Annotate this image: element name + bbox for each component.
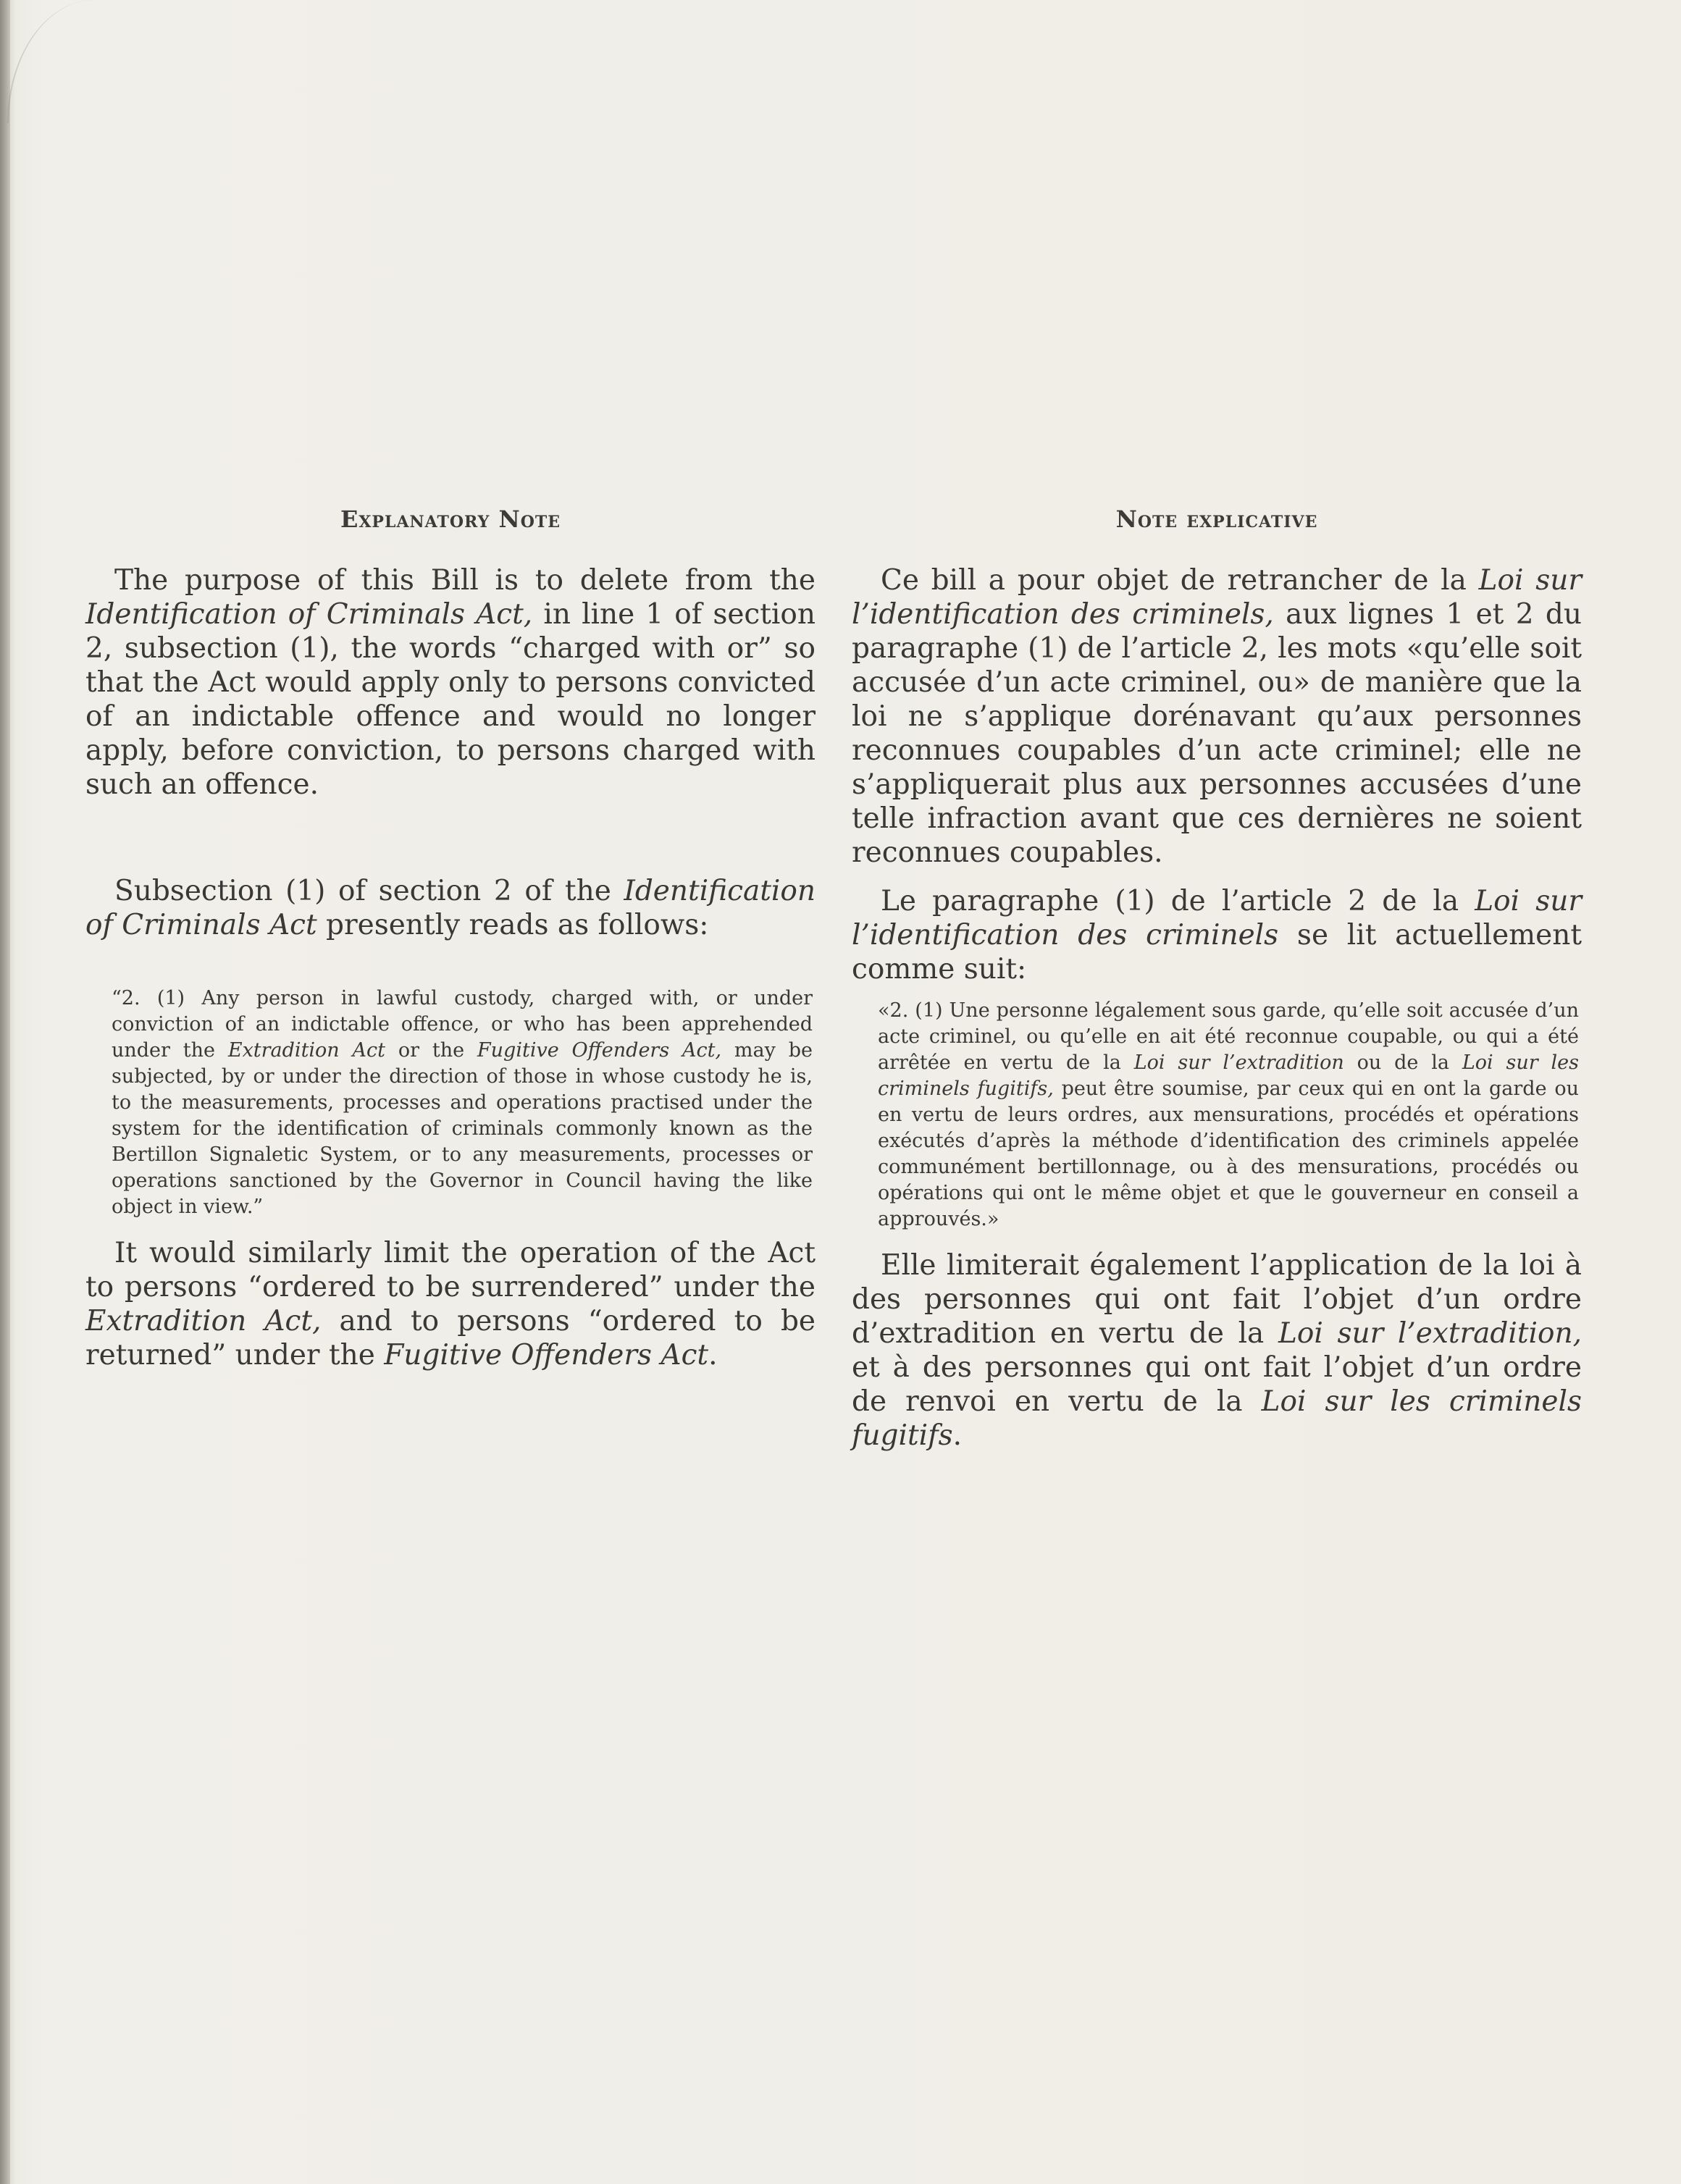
english-paragraph-2: Subsection (1) of section 2 of the Identification of Criminals Act presently reads as follows: <box>85 875 816 941</box>
french-quoted-section: «2. (1) Une personne légalement sous garde, qu’elle soit accusée d’un acte criminel, ou qu’elle en ait été reconnue coupable, ou qui a été arrêtée en vertu de la Loi sur l’extradition ou de la Loi sur les criminels fugitifs, peut être soumise, par ceux qui en ont la garde ou en vertu de leurs ordres, aux mensurations, procédés et opérations exécutés d’après la méthode d’identification des criminels appelée communément bertillonnage, ou à des mensurations, procédés ou opérations qui ont le même objet et que le gouverneur en conseil a approuvés.» <box>878 999 1579 1230</box>
english-paragraph-3: It would similarly limit the operation of the Act to persons “ordered to be surrendered” under the Extradition Act, and to persons “ordered to be returned” under the Fugitive Offenders Act. <box>85 1237 816 1372</box>
binding-edge <box>0 0 10 2184</box>
french-heading: Note explicative <box>1115 505 1318 533</box>
french-paragraph-3: Elle limiterait également l’application de la loi à des personnes qui ont fait l’objet d’un ordre d’extradition en vertu de la Loi sur l’extradition, et à des personnes qui ont fait l’objet d’un ordre de renvoi en vertu de la Loi sur les criminels fugitifs. <box>852 1249 1582 1452</box>
english-quoted-section: “2. (1) Any person in lawful custody, charged with, or under conviction of an indictable offence, or who has been apprehended under the Extradition Act or the Fugitive Offenders Act, may be subjected, by or under the direction of those in whose custody he is, to the measurements, processes and operations practised under the system for the identification of criminals commonly known as the Bertillon Signaletic System, or to any measurements, processes or operations sanctioned by the Governor in Council having the like object in view.” <box>112 987 813 1218</box>
french-column <box>852 505 1582 1453</box>
english-paragraph-1: The purpose of this Bill is to delete from the Identification of Criminals Act, in line 1 of section 2, subsection (1), the words “charged with or” so that the Act would apply only to persons convicted of an indictable offence and would no longer apply, before conviction, to persons charged with such an offence. <box>85 564 816 801</box>
page-corner-fold <box>7 0 96 123</box>
french-paragraph-1: Ce bill a pour objet de retrancher de la Loi sur l’identification des criminels, aux lignes 1 et 2 du paragraphe (1) de l’article 2, les mots «qu’elle soit accusée d’un acte criminel, ou» de manière que la loi ne s’applique dorénavant qu’aux personnes reconnues coupables d’un acte criminel; elle ne s’appliquerait plus aux personnes accusées d’une telle infraction avant que ces dernières ne soient reconnues coupables. <box>852 564 1582 869</box>
french-paragraph-2: Le paragraphe (1) de l’article 2 de la Loi sur l’identification des criminels se lit actuellement comme suit: <box>852 885 1582 986</box>
english-heading: Explanatory Note <box>340 505 561 533</box>
english-column <box>85 505 816 1372</box>
